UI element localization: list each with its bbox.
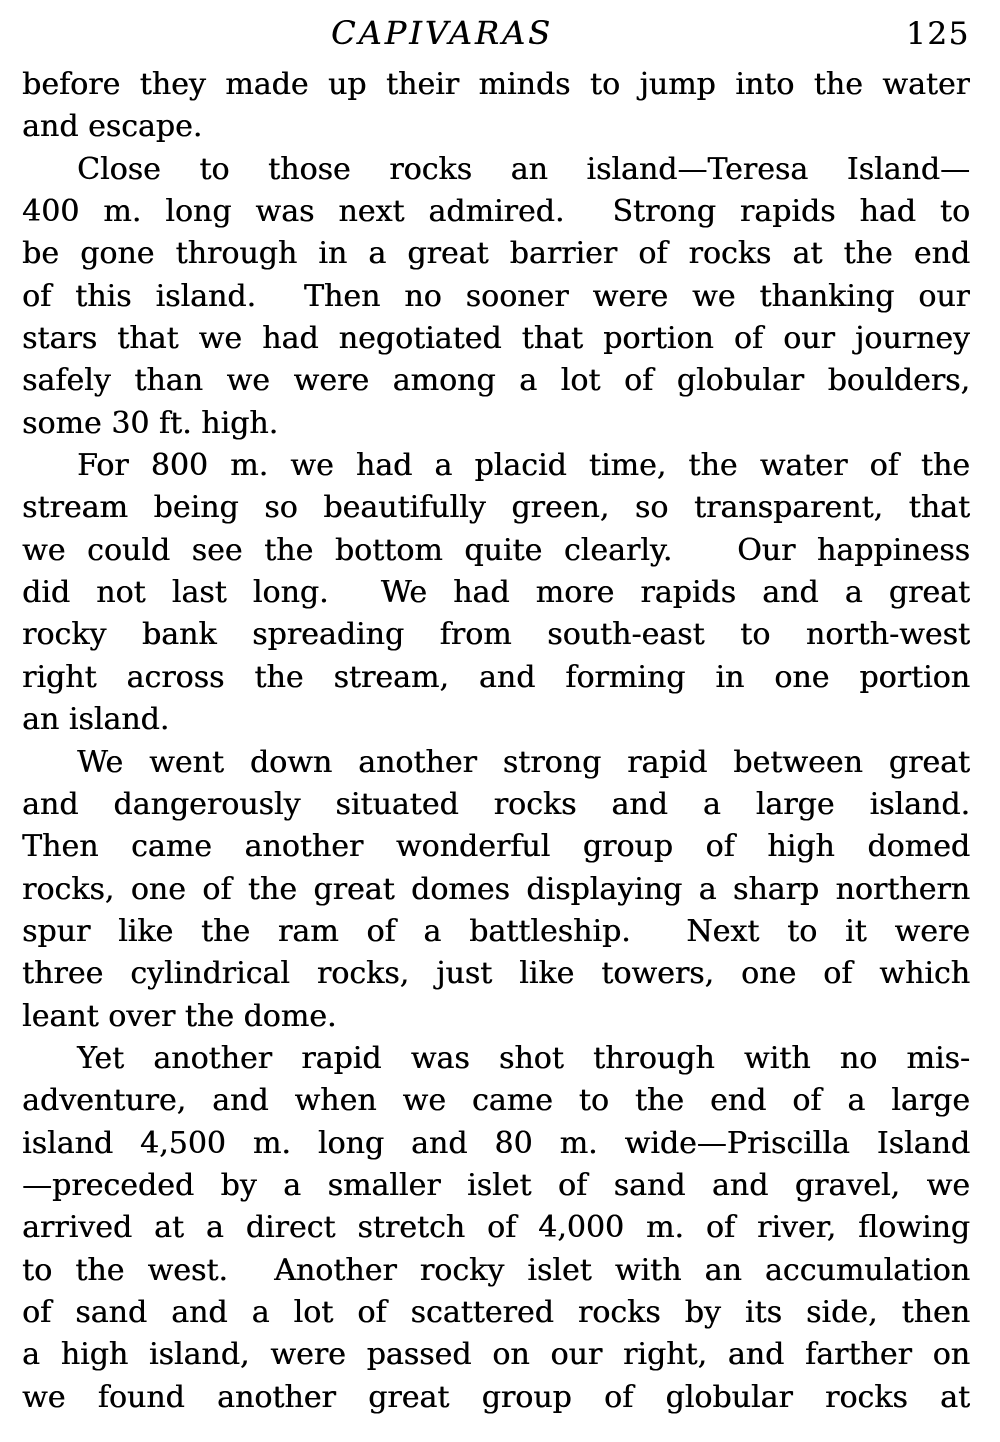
text-line: did not last long. We had more rapids and a great bbox=[22, 575, 970, 611]
text-line: some 30 ft. high. bbox=[22, 405, 279, 441]
text-line: we found another great group of globular rocks at bbox=[22, 1379, 970, 1415]
text-line: an island. bbox=[22, 702, 170, 738]
text-line: a high island, were passed on our right, and farther on bbox=[22, 1337, 970, 1373]
text-line: and dangerously situated rocks and a large island. bbox=[22, 786, 970, 822]
text-line: —preceded by a smaller islet of sand and gravel, we bbox=[22, 1167, 970, 1203]
text-line: safely than we were among a lot of globular boulders, bbox=[22, 363, 970, 399]
text-line: before they made up their minds to jump into the water bbox=[22, 67, 970, 102]
text-line: 400 m. long was next admired. Strong rapids had to bbox=[22, 194, 970, 230]
text-line: to the west. Another rocky islet with an accumulation bbox=[22, 1252, 970, 1288]
page-number: 125 bbox=[906, 16, 970, 52]
text-line: Close to those rocks an island—Teresa Island— bbox=[77, 151, 970, 187]
text-line: Yet another rapid was shot through with no mis- bbox=[77, 1040, 970, 1076]
text-line: of this island. Then no sooner were we thanking our bbox=[22, 278, 970, 314]
text-line: adventure, and when we came to the end of a large bbox=[22, 1083, 970, 1119]
text-line: Then came another wonderful group of high domed bbox=[22, 829, 970, 865]
running-head: CAPIVARAS bbox=[331, 14, 553, 52]
text-line: spur like the ram of a battleship. Next to it were bbox=[22, 913, 970, 949]
text-line: island 4,500 m. long and 80 m. wide—Priscilla Island bbox=[22, 1125, 970, 1161]
text-line: arrived at a direct stretch of 4,000 m. of river, flowing bbox=[22, 1210, 970, 1246]
text-line: rocky bank spreading from south-east to north-west bbox=[22, 617, 970, 653]
text-line: For 800 m. we had a placid time, the water of the bbox=[77, 448, 970, 484]
text-line: leant over the dome. bbox=[22, 998, 337, 1034]
text-line: right across the stream, and forming in one portion bbox=[22, 659, 970, 695]
text-line: and escape. bbox=[22, 109, 203, 145]
text-line: of sand and a lot of scattered rocks by its side, then bbox=[22, 1294, 970, 1330]
text-line: rocks, one of the great domes displaying a sharp northern bbox=[22, 871, 970, 907]
text-line: stars that we had negotiated that portion of our journey bbox=[22, 321, 970, 357]
text-line: We went down another strong rapid between great bbox=[77, 744, 970, 780]
text-line: we could see the bottom quite clearly. Our happiness bbox=[22, 532, 970, 568]
text-block bbox=[22, 64, 970, 1419]
text-line: stream being so beautifully green, so transparent, that bbox=[22, 490, 970, 526]
text-line: three cylindrical rocks, just like towers, one of which bbox=[22, 956, 970, 992]
text-line: be gone through in a great barrier of rocks at the end bbox=[22, 236, 970, 272]
